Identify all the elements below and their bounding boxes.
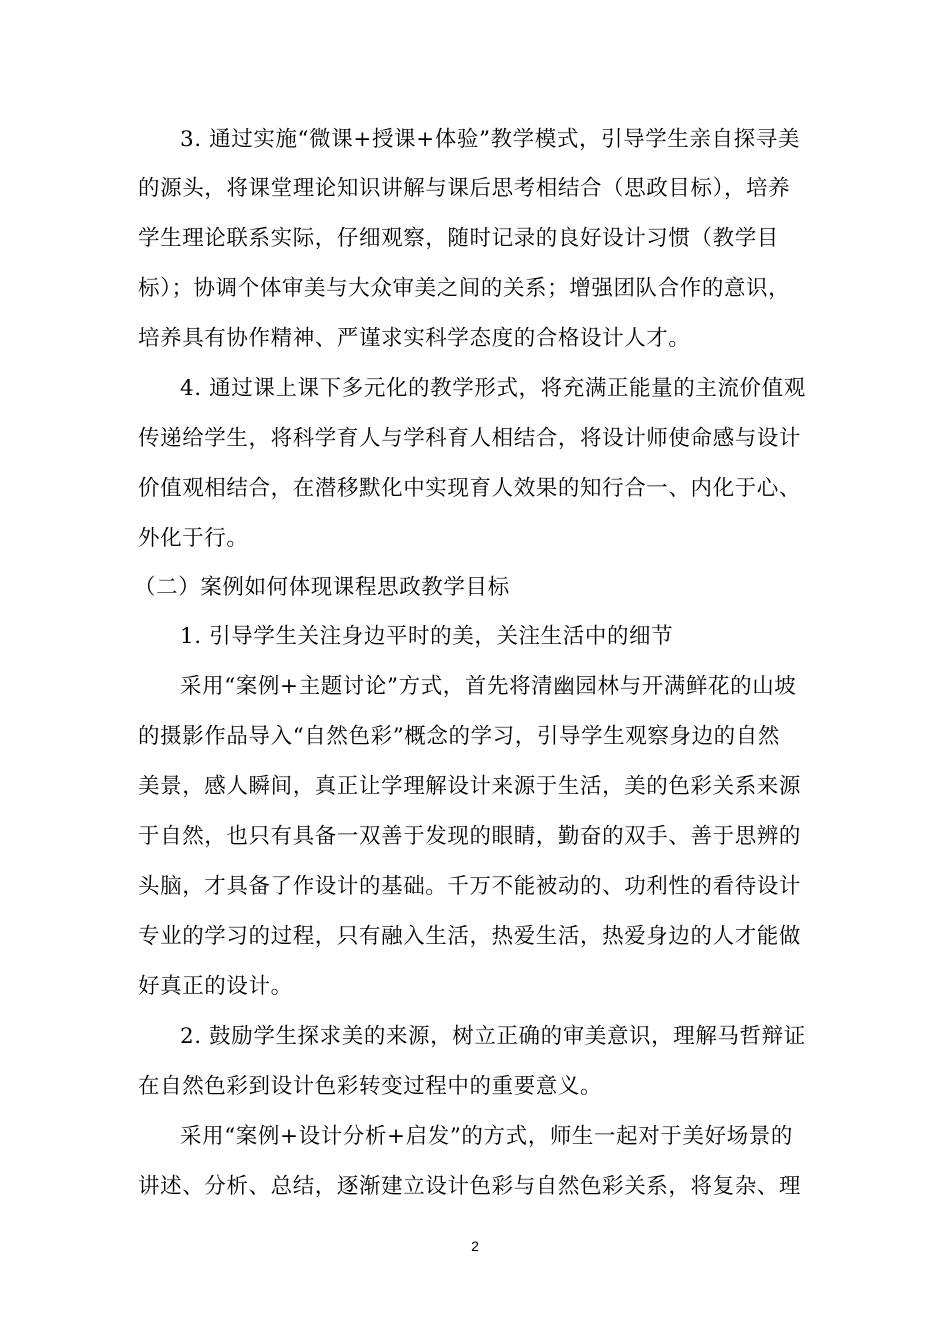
paragraph-line: 专业的学习的过程，只有融入生活，热爱生活，热爱身边的人才能做 [138, 924, 802, 949]
paragraph-line: 外化于行。 [138, 526, 249, 551]
paragraph-line: 好真正的设计。 [138, 974, 293, 999]
paragraph-line: 传递给学生，将科学育人与学科育人相结合，将设计师使命感与设计 [138, 426, 802, 451]
paragraph-line: 美景，感人瞬间，真正让学理解设计来源于生活，美的色彩关系来源 [138, 774, 802, 799]
paragraph-line: 的摄影作品导入“自然色彩”概念的学习，引导学生观察身边的自然 [138, 724, 780, 749]
paragraph-line: 的源头，将课堂理论知识讲解与课后思考相结合（思政目标），培养 [138, 176, 791, 201]
paragraph-line: 培养具有协作精神、严谨求实科学态度的合格设计人才。 [138, 326, 691, 351]
paragraph-line: 采用“案例+设计分析+启发”的方式，师生一起对于美好场景的 [180, 1124, 793, 1149]
paragraph-line: 讲述、分析、总结，逐渐建立设计色彩与自然色彩关系，将复杂、理 [138, 1174, 802, 1199]
paragraph-line: 1. 引导学生关注身边平时的美，关注生活中的细节 [180, 624, 674, 649]
paragraph-line: 2. 鼓励学生探求美的来源，树立正确的审美意识，理解马哲辩证 [180, 1024, 806, 1049]
paragraph-line: 采用“案例+主题讨论”方式，首先将清幽园林与开满鲜花的山坡 [180, 674, 797, 699]
paragraph-line: 于自然，也只有具备一双善于发现的眼睛，勤奋的双手、善于思辨的 [138, 824, 802, 849]
paragraph-line: 在自然色彩到设计色彩转变过程中的重要意义。 [138, 1074, 603, 1099]
paragraph-line: 3. 通过实施“微课+授课+体验”教学模式，引导学生亲自探寻美 [180, 127, 800, 152]
section-heading: （二）案例如何体现课程思政教学目标 [134, 575, 510, 600]
paragraph-line: 学生理论联系实际，仔细观察，随时记录的良好设计习惯（教学目 [138, 226, 779, 251]
paragraph-line: 标）；协调个体审美与大众审美之间的关系；增强团队合作的意识， [138, 276, 791, 301]
page-number: 2 [471, 1238, 479, 1254]
paragraph-line: 头脑，才具备了作设计的基础。千万不能被动的、功利性的看待设计 [138, 874, 802, 899]
paragraph-line: 价值观相结合，在潜移默化中实现育人效果的知行合一、内化于心、 [138, 476, 802, 501]
paragraph-line: 4. 通过课上课下多元化的教学形式，将充满正能量的主流价值观 [180, 376, 806, 401]
